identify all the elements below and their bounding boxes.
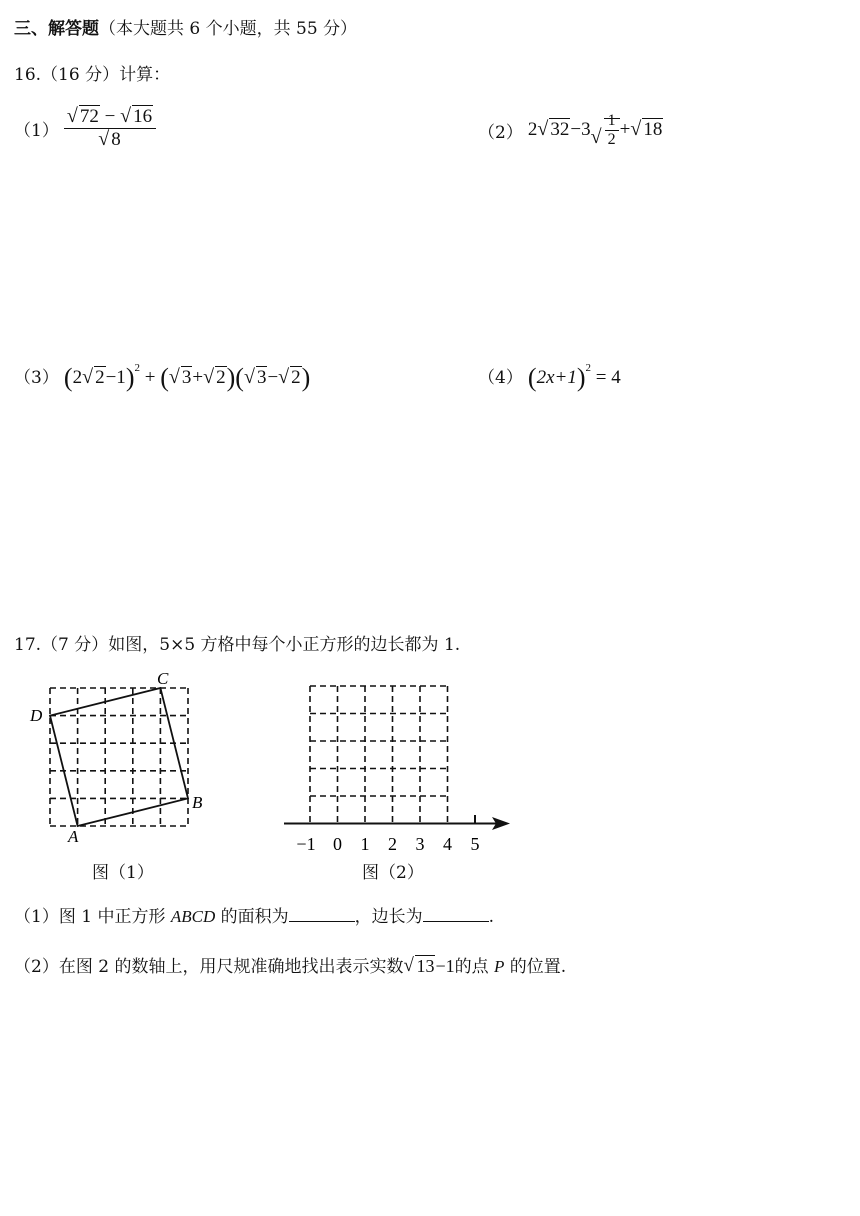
figure-2 bbox=[280, 676, 520, 856]
q16-part4 bbox=[478, 362, 621, 393]
q16-header: 16.（16 分）计算： bbox=[14, 65, 171, 85]
sqrt-2: √ 2 bbox=[203, 367, 227, 389]
q16-part1 bbox=[14, 106, 156, 151]
label-d: D bbox=[30, 706, 43, 725]
figure-2-caption: 图（2） bbox=[362, 863, 424, 883]
part1-text: （1）图 1 中正方形 bbox=[14, 907, 171, 927]
label-b: B bbox=[192, 793, 203, 812]
minus-sign: − bbox=[104, 106, 116, 127]
part-label: （4） bbox=[478, 368, 523, 388]
part2-text: 的位置. bbox=[504, 957, 567, 977]
minus-one: −1 bbox=[435, 956, 455, 976]
label-a: A bbox=[68, 827, 79, 844]
part-label: （3） bbox=[14, 368, 59, 388]
grid-5x5 bbox=[50, 688, 188, 826]
q16-part3 bbox=[14, 362, 310, 393]
sqrt-2: √ 2 bbox=[278, 367, 302, 389]
part-label: （2） bbox=[478, 123, 523, 143]
expression: 2√ 32−3 √ $\frac{1}{2}$ +√ 18 bbox=[528, 119, 663, 140]
q17-part1 bbox=[14, 902, 494, 927]
sqrt-72: √ 72 bbox=[67, 106, 100, 128]
sqrt-3: √ 3 bbox=[169, 367, 193, 389]
figure-1 bbox=[20, 664, 220, 844]
section-note: （本大题共 6 个小题，共 55 分） bbox=[99, 19, 358, 39]
part1-text: 的面积为 bbox=[215, 907, 289, 927]
section-title: 三、解答题 bbox=[14, 19, 99, 39]
section-header bbox=[14, 14, 357, 39]
point-p: P bbox=[494, 957, 505, 976]
expression: $(2x+1)^2 = 4$ bbox=[527, 362, 621, 392]
square-name: ABCD bbox=[170, 907, 216, 926]
tick-label: 1 bbox=[360, 834, 370, 854]
sqrt-8: √ 8 bbox=[98, 129, 122, 151]
tick-label: 0 bbox=[333, 834, 342, 854]
sqrt-16: √ 16 bbox=[120, 106, 153, 128]
part-label: （1） bbox=[14, 121, 59, 141]
sqrt-3: √ 3 bbox=[244, 367, 268, 389]
sqrt-half: √ $\frac{1}{2}$ bbox=[591, 112, 620, 149]
q17-part2 bbox=[14, 952, 566, 977]
grid-5x5 bbox=[310, 686, 448, 824]
tick-label: 4 bbox=[443, 834, 452, 854]
tick-label: −1 bbox=[296, 834, 316, 854]
answer-blank-side[interactable] bbox=[423, 921, 489, 922]
figure-1-caption: 图（1） bbox=[92, 863, 154, 883]
tick-label: 5 bbox=[470, 834, 480, 854]
part2-text: 的点 bbox=[454, 957, 495, 977]
fraction bbox=[64, 106, 156, 151]
sqrt-32: √ 32 bbox=[537, 119, 570, 141]
label-c: C bbox=[157, 669, 169, 688]
expression: (2√ 2−1)$^2$ + (√ 3+√ 2)(√ 3−√ 2) bbox=[64, 367, 310, 388]
answer-blank-area[interactable] bbox=[289, 921, 355, 922]
sqrt-18: √ 18 bbox=[630, 119, 663, 141]
tick-label: 3 bbox=[415, 834, 425, 854]
part2-text: （2）在图 2 的数轴上，用尺规准确地找出表示实数 bbox=[14, 957, 404, 977]
sqrt-2: √ 2 bbox=[82, 367, 106, 389]
tick-label: 2 bbox=[388, 834, 397, 854]
period: . bbox=[488, 907, 495, 927]
part1-text: ，边长为 bbox=[354, 907, 423, 927]
tick-labels bbox=[296, 834, 479, 854]
q16-part2 bbox=[478, 112, 663, 149]
square-abcd bbox=[50, 688, 188, 826]
sqrt-13: √ 13 bbox=[403, 956, 435, 977]
q17-header: 17.（7 分）如图，5×5 方格中每个小正方形的边长都为 1. bbox=[14, 635, 461, 655]
